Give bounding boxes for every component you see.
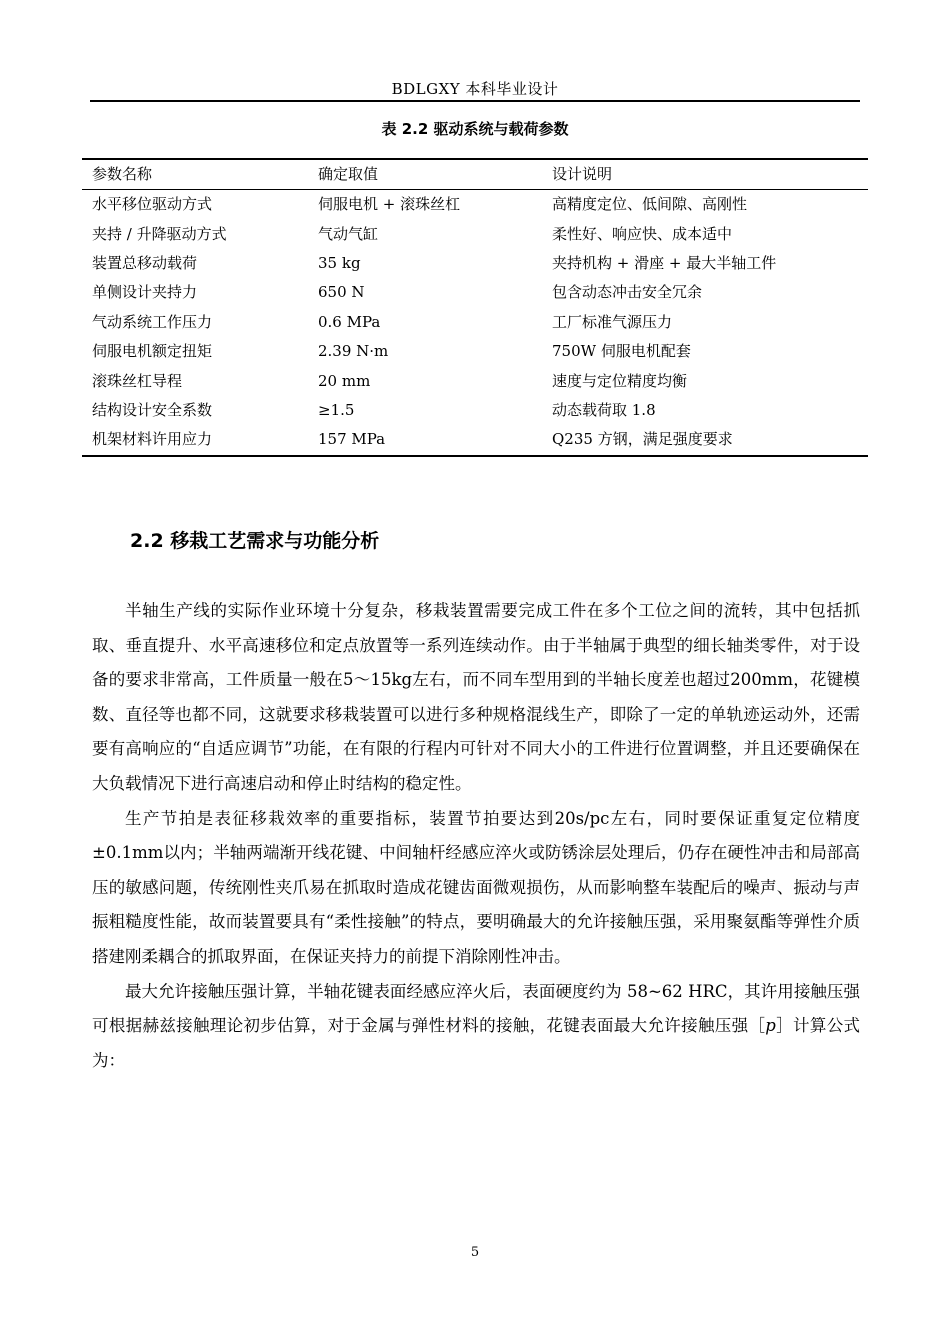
table-cell: 机架材料许用应力	[92, 430, 213, 449]
table-cell: 伺服电机 + 滚珠丝杠	[318, 195, 461, 214]
table-cell: ≥1.5	[318, 400, 355, 419]
table-cell: 0.6 MPa	[318, 312, 381, 331]
bracket-open: ［	[748, 1016, 766, 1036]
table-cell: 157 MPa	[318, 430, 386, 449]
table-row	[82, 337, 868, 366]
pressure-symbol: p	[765, 1016, 776, 1036]
section-heading: 2.2 移栽工艺需求与功能分析	[130, 530, 380, 552]
table-cell: 高精度定位、低间隙、高刚性	[552, 195, 748, 214]
table-row	[82, 249, 868, 278]
paragraph-text: 最大允许接触压强计算，半轴花键表面经感应淬火后，表面硬度约为 58~62 HRC，其许用接触压强可根据赫兹接触理论初步估算，对于金属与弹性材料的接触，花键表面最大允许接触压强	[92, 981, 860, 1036]
table-cell: 750W 伺服电机配套	[552, 342, 691, 361]
table-cell: 35 kg	[318, 253, 361, 272]
table-cell: 夹持机构 + 滑座 + 最大半轴工件	[552, 253, 777, 272]
parameter-table	[82, 158, 868, 457]
table-cell: 包含动态冲击安全冗余	[552, 283, 703, 302]
paragraph: 生产节拍是表征移栽效率的重要指标，装置节拍要达到20s/pc左右，同时要保证重复定位精度±0.1mm以内；半轴两端渐开线花键、中间轴杆经感应淬火或防锈涂层处理后，仍存在硬性冲击和局部高压的敏感问题，传统刚性夹爪易在抓取时造成花键齿面微观损伤，从而影响整车装配后的噪声、振动与声振粗糙度性能，故而装置要具有“柔性接触”的特点，要明确最大的允许接触压强，采用聚氨酯等弹性介质搭建刚柔耦合的抓取界面，在保证夹持力的前提下消除刚性冲击。	[92, 808, 860, 966]
paragraph	[92, 975, 860, 1079]
table-cell: 滚珠丝杠导程	[92, 371, 183, 390]
table-cell: 气动气缸	[318, 224, 379, 243]
table-row	[82, 219, 868, 248]
table-row	[82, 278, 868, 307]
table-cell: 伺服电机额定扭矩	[92, 342, 213, 361]
table-cell: 水平移位驱动方式	[92, 195, 213, 214]
table-row	[82, 425, 868, 455]
table-row	[82, 366, 868, 395]
body-text	[92, 594, 860, 1078]
table-cell: 工厂标准气源压力	[552, 312, 673, 331]
table-row	[82, 190, 868, 220]
table-cell: 装置总移动载荷	[92, 253, 198, 272]
paragraph-tail: 计算公式为：	[92, 1016, 861, 1070]
table-cell: 气动系统工作压力	[92, 312, 213, 331]
table-cell: 结构设计安全系数	[92, 400, 213, 419]
paragraph: 半轴生产线的实际作业环境十分复杂，移栽装置需要完成工件在多个工位之间的流转，其中包括抓取、垂直提升、水平高速移位和定点放置等一系列连续动作。由于半轴属于典型的细长轴类零件，对于设备的要求非常高，工件质量一般在5～15kg左右，而不同车型用到的半轴长度差也超过200mm，花键模数、直径等也都不同，这就要求移栽装置可以进行多种规格混线生产，即除了一定的单轨迹运动外，还需要有高响应的“自适应调节”功能，在有限的行程内可针对不同大小的工件进行位置调整，并且还要确保在大负载情况下进行高速启动和停止时结构的稳定性。	[92, 601, 860, 793]
bracket-close: ］	[775, 1016, 794, 1036]
table-row	[82, 396, 868, 425]
table-cell: 柔性好、响应快、成本适中	[552, 224, 733, 243]
table-cell: 单侧设计夹持力	[92, 283, 198, 302]
table-cell: 2.39 N·m	[318, 342, 389, 361]
table-cell: Q235 方钢，满足强度要求	[552, 430, 733, 449]
column-header: 参数名称	[82, 159, 308, 190]
header-rule	[90, 100, 860, 102]
table-cell: 650 N	[318, 283, 365, 302]
table-row	[82, 308, 868, 337]
table-header-row	[82, 159, 868, 190]
column-header: 设计说明	[542, 159, 868, 190]
table-caption: 表 2.2 驱动系统与载荷参数	[381, 120, 569, 138]
page-number: 5	[470, 1245, 480, 1260]
column-header: 确定取值	[308, 159, 542, 190]
page-header: BDLGXY 本科毕业设计	[391, 80, 559, 98]
table-cell: 夹持 / 升降驱动方式	[92, 224, 227, 243]
table-cell: 20 mm	[318, 371, 371, 390]
table-cell: 速度与定位精度均衡	[552, 371, 688, 390]
table-cell: 动态载荷取 1.8	[552, 400, 656, 419]
